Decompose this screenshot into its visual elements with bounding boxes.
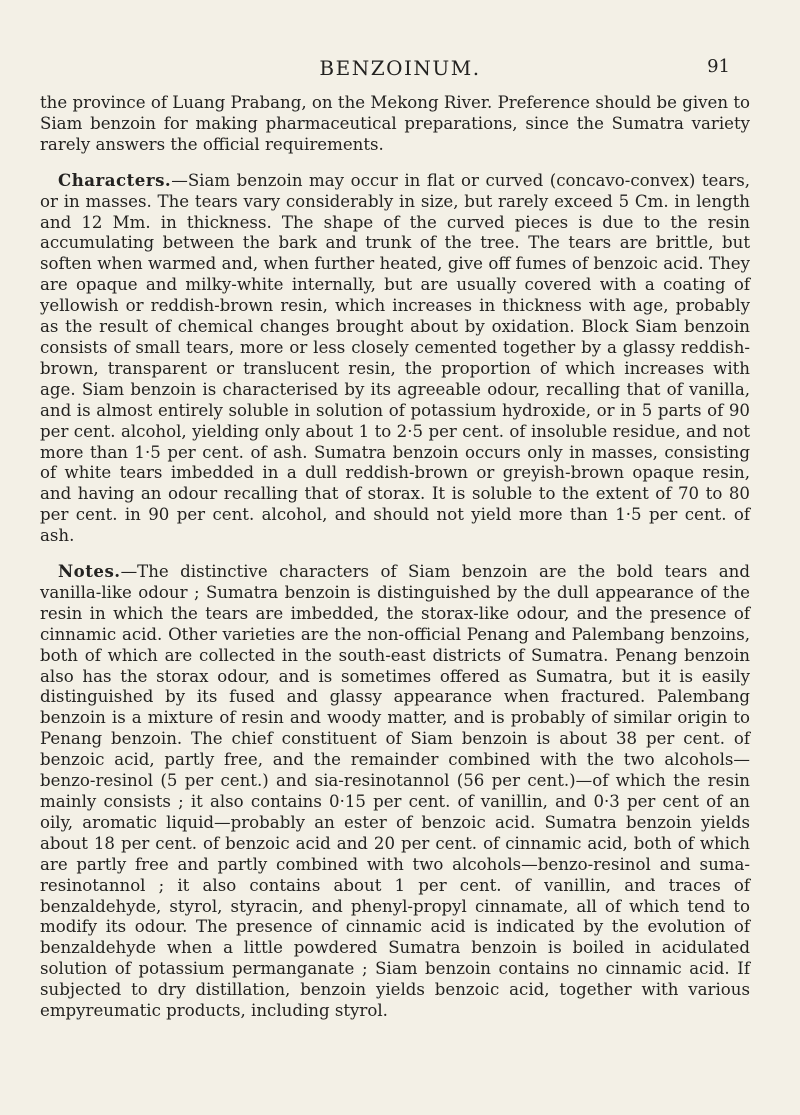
body-text	[40, 93, 750, 1022]
paragraph-text: the province of Luang Prabang, on the Mekong River. Preference should be given to Siam benzoin for making pharmaceutical preparations, since the Sumatra variety rarely answers the official requirements.	[40, 93, 750, 154]
paragraph-text: —The distinctive characters of Siam benzoin are the bold tears and vanilla-like odour ; Sumatra benzoin is distinguished by the dull appearance of the resin in which the tears are imbedded, the storax-like odour, and the presence of cinnamic acid. Other varieties are the non-official Penang and Palembang benzoins, both of which are collected in the south-east districts of Sumatra. Penang benzoin also has the storax odour, and is sometimes offered as Sumatra, but it is easily distinguished by its fused and glassy appearance when fractured. Palembang benzoin is a mixture of resin and woody matter, and is probably of similar origin to Penang benzoin. The chief constituent of Siam benzoin is about 38 per cent. of benzoic acid, partly free, and the remainder combined with the two alcohols—benzo-resinol (5 per cent.) and sia-resinotannol (56 per cent.)—of which the resin mainly consists ; it also contains 0·15 per cent. of vanillin, and 0·3 per cent of an oily, aromatic liquid—probably an ester of benzoic acid. Sumatra benzoin yields about 18 per cent. of benzoic acid and 20 per cent. of cinnamic acid, both of which are partly free and partly combined with two alcohols—benzo-resinol and suma-resinotannol ; it also contains about 1 per cent. of vanillin, and traces of benzaldehyde, styrol, styracin, and phenyl-propyl cinnamate, all of which tend to modify its odour. The presence of cinnamic acid is indicated by the evolution of benzaldehyde when a little powdered Sumatra benzoin is boiled in acidulated solution of potassium permanganate ; Siam benzoin contains no cinnamic acid. If subjected to dry distillation, benzoin yields benzoic acid, together with various empyreumatic products, including styrol.	[40, 562, 750, 1021]
section-heading-notes: Notes.	[58, 561, 121, 582]
page-number: 91	[707, 56, 730, 77]
section-heading-characters: Characters.	[58, 169, 172, 190]
paragraph-text: —Siam benzoin may occur in flat or curved (concavo-convex) tears, or in masses. The tears vary considerably in size, but rarely exceed 5 Cm. in length and 12 Mm. in thickness. The shape of the curved pieces is due to the resin accumulating between the bark and trunk of the tree. The tears are brittle, but soften when warmed and, when further heated, give off fumes of benzoic acid. They are opaque and milky-white internally, but are usually covered with a coating of yellowish or reddish-brown resin, which increases in thickness with age, probably as the result of chemical changes brought about by oxidation. Block Siam benzoin consists of small tears, more or less closely cemented together by a glassy reddish-brown, transparent or translucent resin, the proportion of which increases with age. Siam benzoin is characterised by its agreeable odour, recalling that of vanilla, and is almost entirely soluble in solution of potassium hydroxide, or in 5 parts of 90 per cent. alcohol, yielding only about 1 to 2·5 per cent. of insoluble residue, and not more than 1·5 per cent. of ash. Sumatra benzoin occurs only in masses, consisting of white tears imbedded in a dull reddish-brown or greyish-brown opaque resin, and having an odour recalling that of storax. It is soluble to the extent of 70 to 80 per cent. in 90 per cent. alcohol, and should not yield more than 1·5 per cent. of ash.	[40, 170, 750, 546]
paragraph-continuation	[40, 93, 750, 156]
running-head	[0, 56, 800, 86]
paragraph-characters	[40, 170, 750, 547]
running-title: BENZOINUM.	[319, 56, 481, 80]
paragraph-notes	[40, 561, 750, 1022]
